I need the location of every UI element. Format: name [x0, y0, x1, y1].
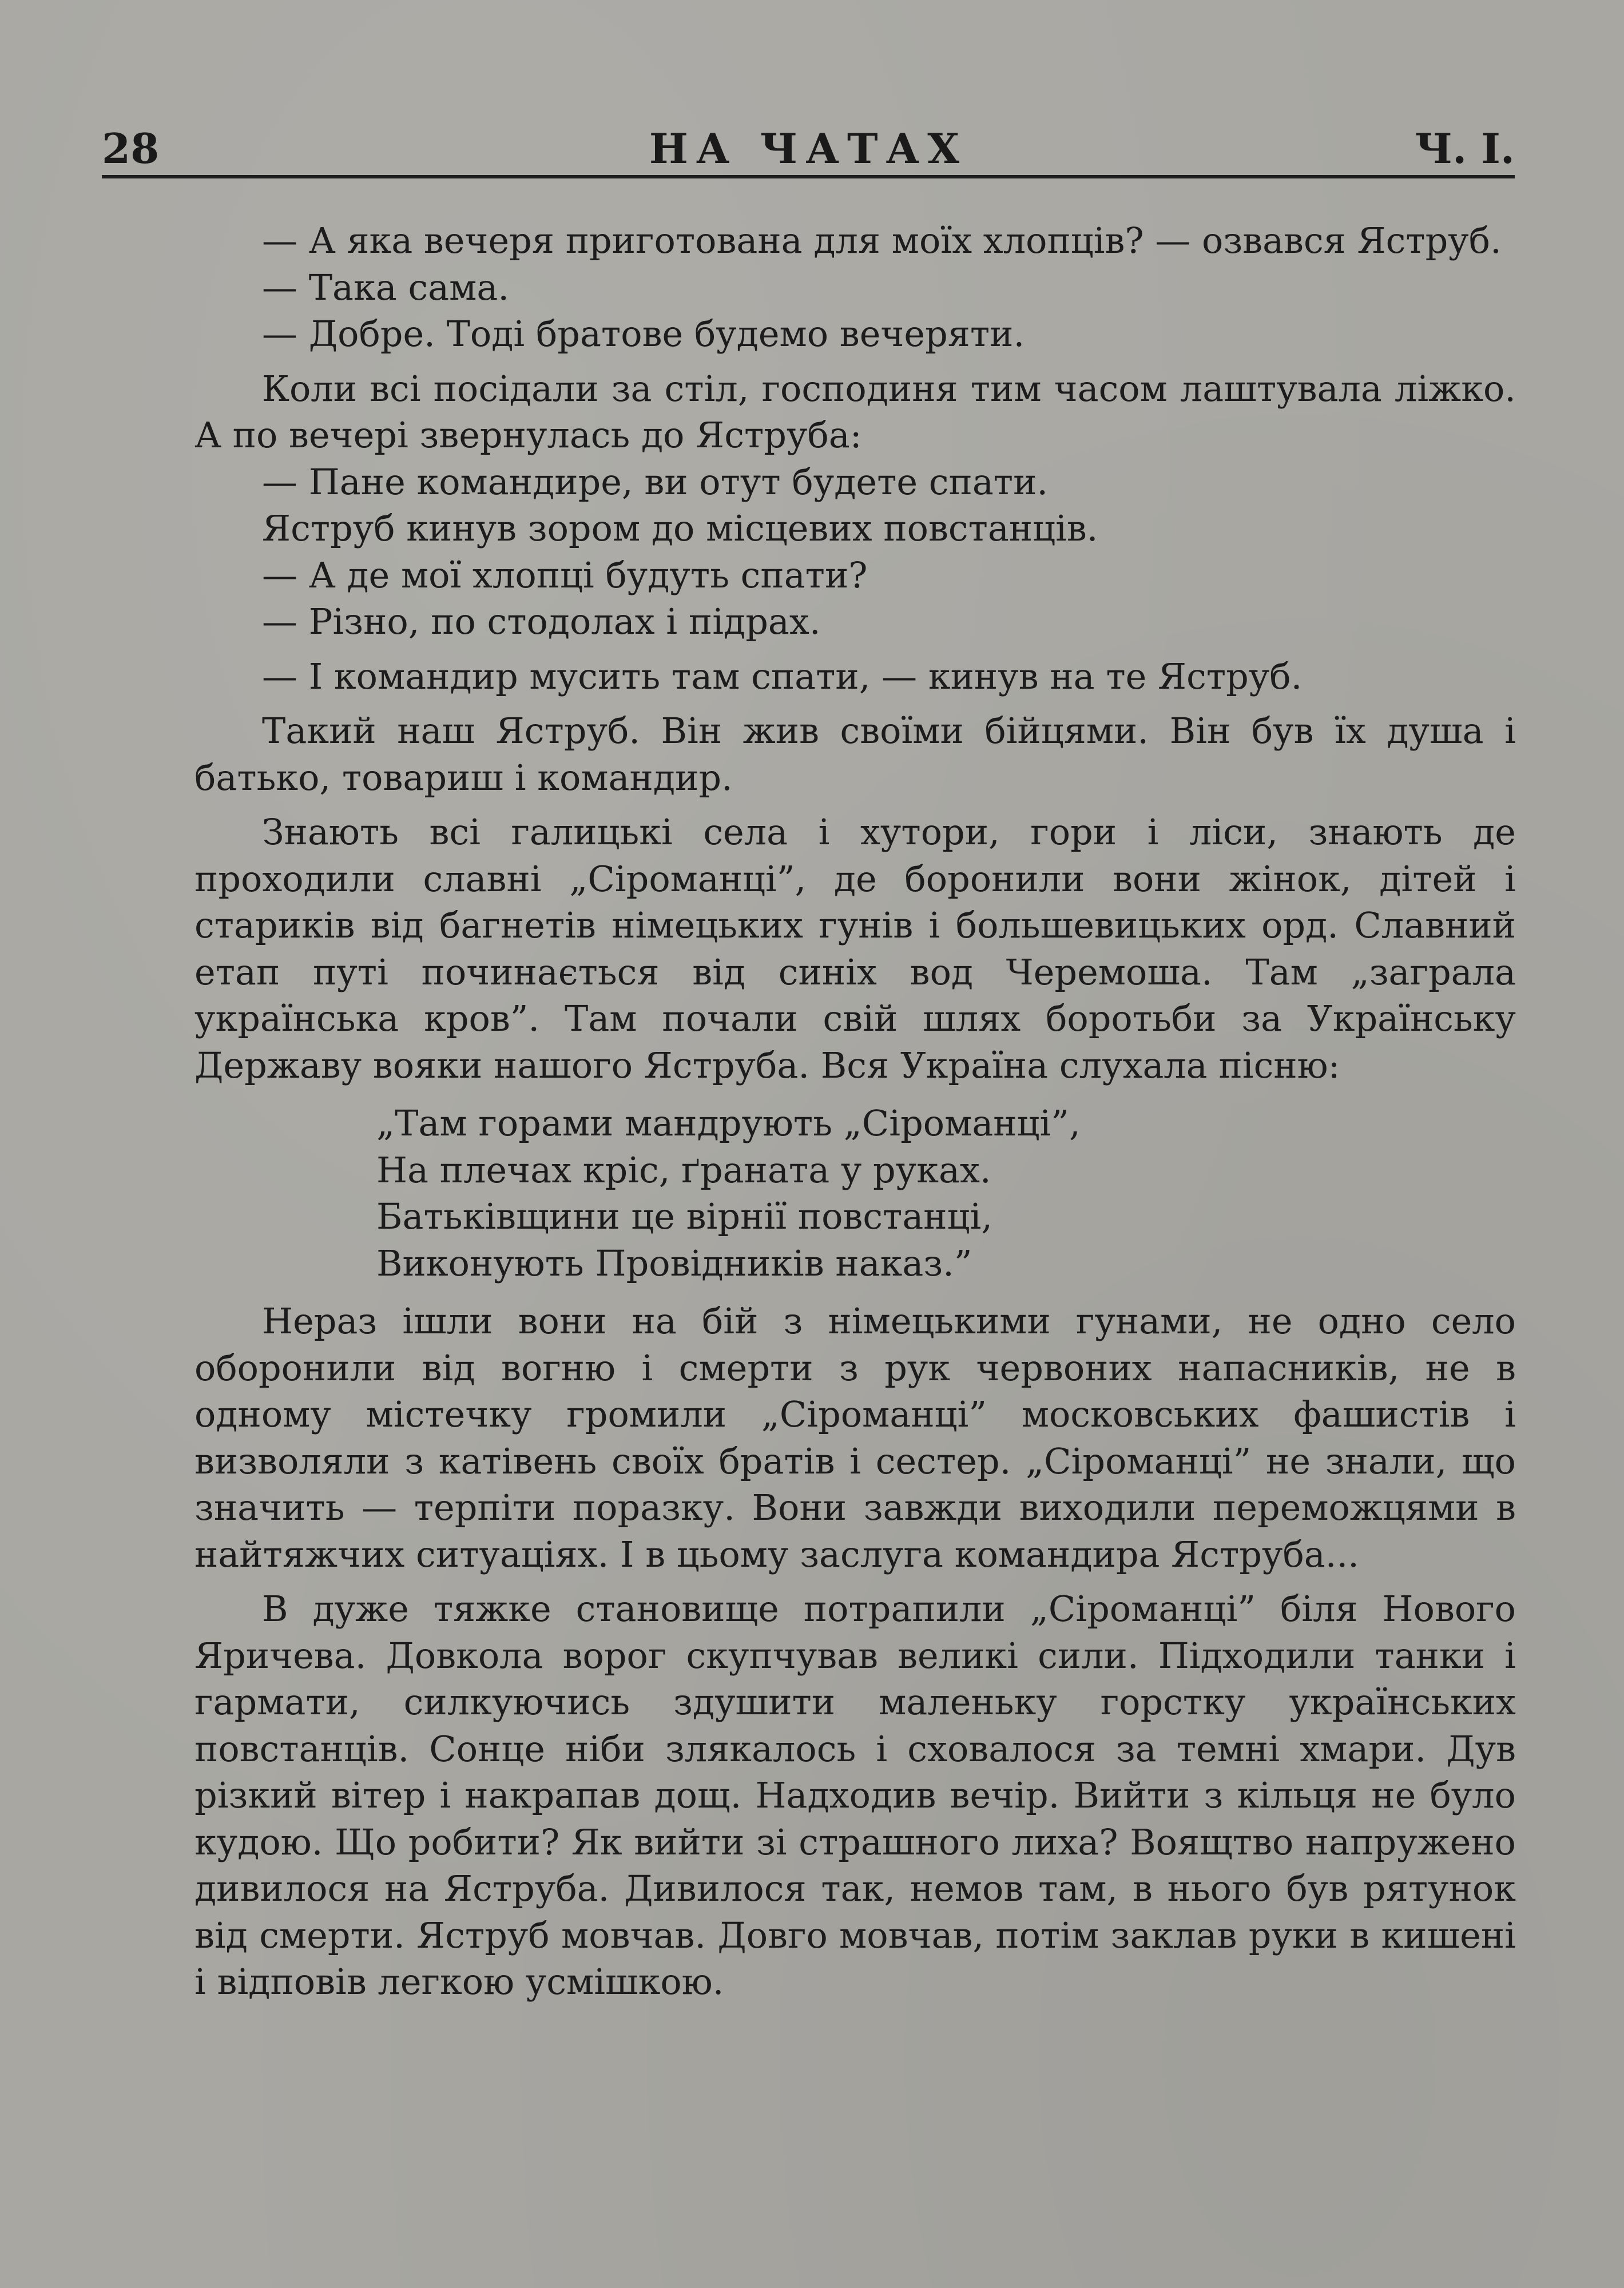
poem	[376, 1100, 1516, 1286]
body-text	[194, 217, 1516, 2005]
paragraph: Нераз ішли вони на бій з німецькими гунами, не одно село оборонили від вогню і смерти з рук червоних напасників, не в одному містечку громили „Сіроманці” московських фашистів і визволяли з катівень своїх братів і сестер. „Сіроманці” не знали, що значить — терпіти поразку. Вони завжди виходили переможцями в найтяжчих ситуаціях. I в цьому заслуга командира Яструба...	[194, 1300, 1516, 1575]
paragraph: — Пане командире, ви отут будете спати.	[262, 460, 1049, 503]
paragraph: — Така сама.	[262, 266, 510, 308]
paragraph: — I командир мусить там спати, — кинув на те Яструб.	[262, 655, 1303, 697]
running-title: НА ЧАТАХ	[649, 124, 968, 173]
poem-line: Батьківщини це вірнії повстанці,	[376, 1195, 993, 1237]
paragraph: — Добре. Тоді братове будемо вечеряти.	[262, 313, 1025, 355]
page-number: 28	[102, 124, 160, 173]
header-rule	[102, 175, 1515, 178]
poem-line: „Там горами мандрують „Сіроманці”,	[376, 1102, 1081, 1144]
page-header	[102, 117, 1515, 180]
paragraph: Такий наш Яструб. Він жив своїми бійцями. Він був їх душа і батько, товариш і командир.	[194, 710, 1516, 799]
paragraph: Яструб кинув зором до місцевих повстанців.	[262, 507, 1098, 549]
paragraph: — А де мої хлопці будуть спати?	[262, 554, 868, 596]
poem-line: На плечах кріс, ґраната у руках.	[376, 1149, 991, 1191]
part-label: Ч. I.	[1415, 124, 1515, 173]
poem-line: Виконують Провідників наказ.”	[376, 1242, 972, 1284]
paragraph: Коли всі посідали за стіл, господиня тим часом лаштувала ліжко. А по вечері звернулась до Яструба:	[194, 367, 1516, 456]
paragraph: — А яка вечеря приготована для моїх хлопців? — озвався Яструб.	[262, 220, 1502, 261]
paragraph: В дуже тяжке становище потрапили „Сіроманці” біля Нового Яричева. Довкола ворог скупчував великі сили. Підходили танки і гармати, силкуючись здушити маленьку горстку українських повстанців. Сонце ніби злякалось і сховалося за темні хмари. Дув різкий вітер і накрапав дощ. Надходив вечір. Вийти з кільця не було кудою. Що робити? Як вийти зі страшного лиха? Воящтво напружено дивилося на Яструба. Дивилося так, немов там, в нього був рятунок від смерти. Яструб мовчав. Довго мовчав, потім заклав руки в кишені і відповів легкою усмішкою.	[194, 1588, 1516, 2003]
paragraph: — Різно, по стодолах і підрах.	[262, 601, 821, 642]
paragraph: Знають всі галицькі села і хутори, гори і ліси, знають де проходили славні „Сіроманці”, де боронили вони жінок, дітей і стариків від багнетів німецьких гунів і большевицьких орд. Славний етап путі починається від синіх вод Черемоша. Там „заграла українська кров”. Там почали свій шлях боротьби за Українську Державу вояки нашого Яструба. Вся Україна слухала пісню:	[194, 811, 1516, 1086]
